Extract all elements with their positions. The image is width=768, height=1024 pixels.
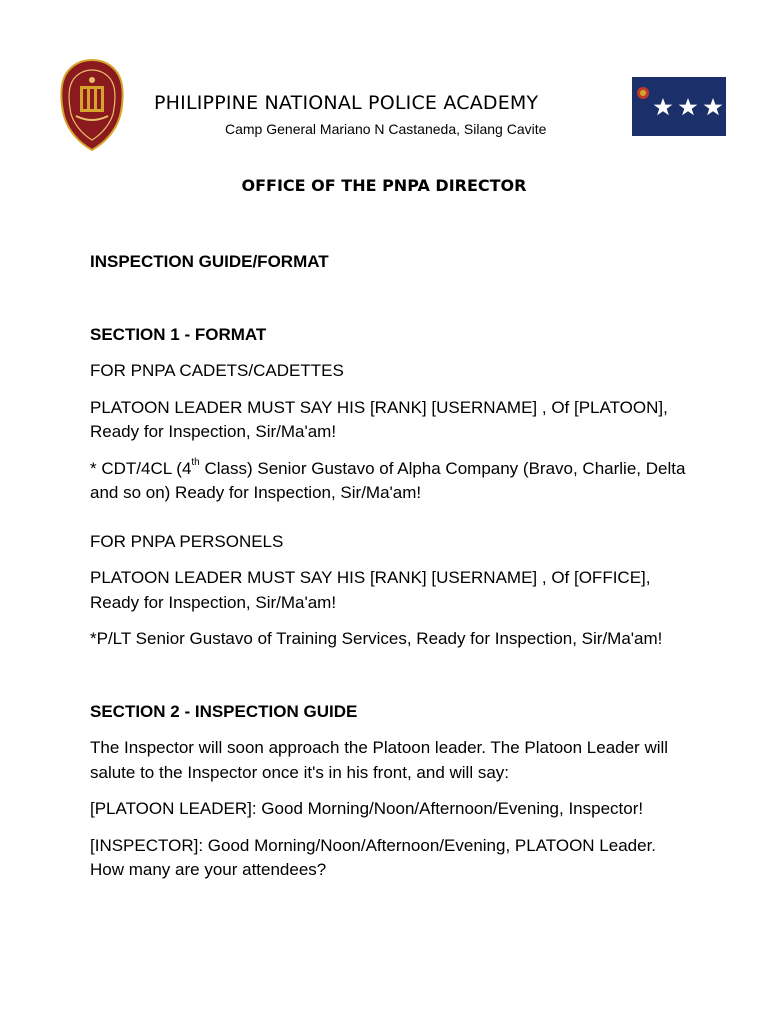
cadets-example-post: Class) Senior Gustavo of Alpha Company (Bravo, Charlie, Delta and so on) Ready for Inspection, Sir/Ma'am! bbox=[90, 458, 686, 502]
personnel-example: *P/LT Senior Gustavo of Training Services, Ready for Inspection, Sir/Ma'am! bbox=[90, 629, 663, 648]
document-title: INSPECTION GUIDE/FORMAT bbox=[90, 252, 329, 271]
personnel-heading: FOR PNPA PERSONELS bbox=[90, 531, 284, 551]
office-heading: OFFICE OF THE PNPA DIRECTOR bbox=[241, 176, 527, 195]
cadets-example-sup: th bbox=[191, 456, 200, 468]
section1-heading: SECTION 1 - FORMAT bbox=[90, 324, 267, 344]
academy-address: Camp General Mariano N Castaneda, Silang Cavite bbox=[225, 121, 547, 137]
cadets-example bbox=[90, 457, 690, 506]
three-star-flag-icon bbox=[632, 77, 726, 136]
section2-para3: [INSPECTOR]: Good Morning/Noon/Afternoon/Evening, PLATOON Leader. How many are your attendees? bbox=[90, 835, 657, 879]
academy-title: PHILIPPINE NATIONAL POLICE ACADEMY bbox=[154, 92, 539, 114]
personnel-rule: PLATOON LEADER MUST SAY HIS [RANK] [USERNAME] , Of [OFFICE], Ready for Inspection, Sir/Ma'am! bbox=[90, 568, 651, 612]
pnpa-seal-icon bbox=[58, 58, 126, 152]
section2-para1: The Inspector will soon approach the Platoon leader. The Platoon Leader will salute to the Inspector once it's in his front, and will say: bbox=[90, 738, 669, 782]
section2-heading: SECTION 2 - INSPECTION GUIDE bbox=[90, 701, 358, 721]
document-body bbox=[90, 250, 690, 883]
cadets-heading: FOR PNPA CADETS/CADETTES bbox=[90, 361, 344, 380]
section2-para2: [PLATOON LEADER]: Good Morning/Noon/Afternoon/Evening, Inspector! bbox=[90, 799, 644, 818]
cadets-example-pre: * CDT/4CL (4 bbox=[90, 458, 192, 478]
cadets-rule: PLATOON LEADER MUST SAY HIS [RANK] [USERNAME] , Of [PLATOON], Ready for Inspection, Sir/Ma'am! bbox=[90, 397, 668, 441]
